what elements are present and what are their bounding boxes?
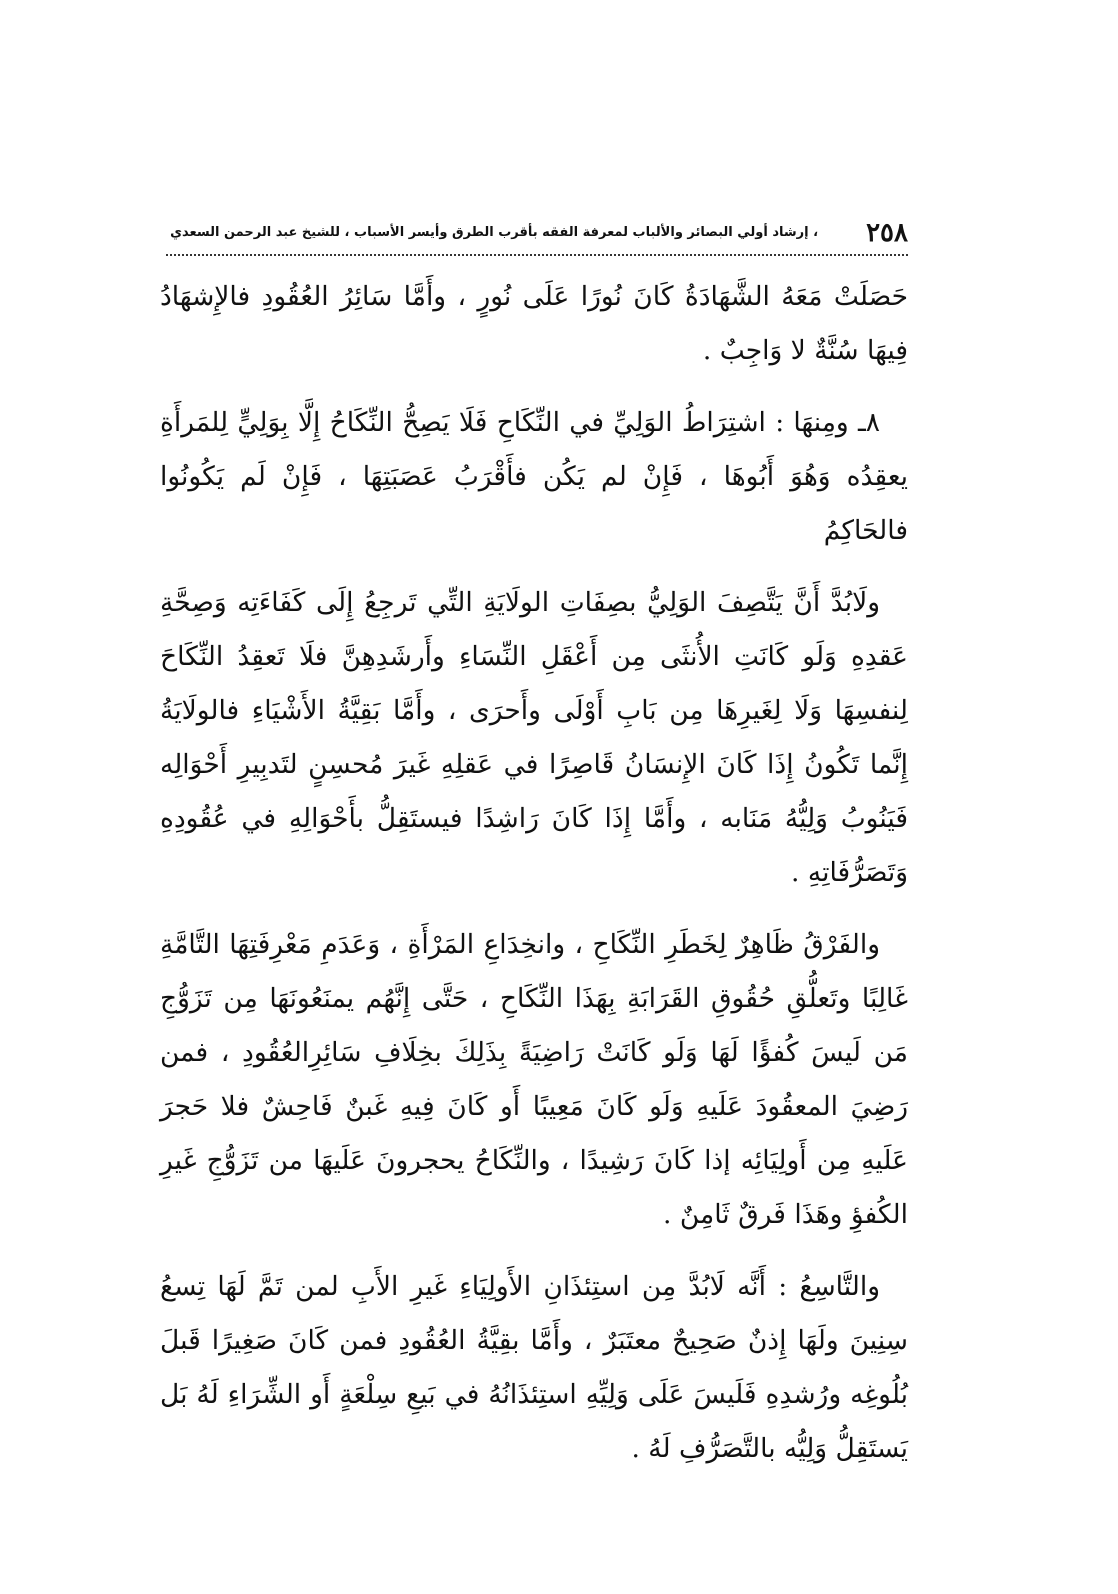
- page-header: [170, 218, 908, 248]
- body-text: [160, 270, 908, 1494]
- running-head: ، إرشاد أولي البصائر والألباب لمعرفة الفقه بأقرب الطرق وأيسر الأسباب ، للشيخ عبد الرحمن السعدي: [170, 225, 819, 240]
- page-number: ٢٥٨: [866, 218, 908, 248]
- paragraph-4: والفَرْقُ ظَاهِرٌ لِخَطَرِ النِّكَاحِ ، وانخِدَاعِ المَرْأَةِ ، وَعَدَمِ مَعْرِفَتِهَا التَّامَّةِ غَالِبًا وتَعلُّقِ حُقُوقِ القَرَابَةِ بِهَذَا النِّكَاحِ ، حَتَّى إِنَّهُم يمنَعُونَهَا مِن تَزَوُّجِ مَن لَيسَ كُفؤًا لَهَا وَلَو كَانَتْ رَاضِيَةً بِذَلِكَ بخِلَافِ سَائِرِالعُقُودِ ، فمن رَضِيَ المعقُودَ عَلَيهِ وَلَو كَانَ مَعِيبًا أَو كَانَ فِيهِ غَبنٌ فَاحِشٌ فلا حَجرَ عَلَيهِ مِن أَولِيَائِه إذا كَانَ رَشِيدًا ، والنِّكَاحُ يحجرونَ عَلَيهَا من تَزَوُّجِ غَيرِ الكُفؤِ وهَذَا فَرقٌ ثَامِنٌ .: [160, 929, 908, 1230]
- paragraph-2: ٨ـ ومِنهَا : اشتِرَاطُ الوَلِيِّ في النِّكَاحِ فَلَا يَصِحُّ النِّكَاحُ إِلَّا بِوَلِيٍّ لِلمَرأَةِ يعقِدُه وَهُوَ أَبُوهَا ، فَإِنْ لم يَكُن فأَقْرَبُ عَصَبَتِهَا ، فَإِنْ لَم يَكُونُوا فالحَاكِمُ: [160, 407, 908, 546]
- paragraph-3: ولَابُدَّ أَنَّ يَتَّصِفَ الوَلِيُّ بصِفَاتِ الولَايَةِ التِّي تَرجِعُ إِلَى كَفَاءَتِه وَصِحَّةِ عَقدِهِ وَلَو كَانَتِ الأُنثَى مِن أَعْقَلِ النِّسَاءِ وأَرشَدِهِنَّ فلَا تَعقِدُ النِّكَاحَ لِنفسِهَا وَلَا لِغَيرِهَا مِن بَابِ أَوْلَى وأَحرَى ، وأَمَّا بَقِيَّةُ الأَشْيَاءِ فالولَايَةُ إِنَّما تَكُونُ إِذَا كَانَ الإِنسَانُ قَاصِرًا في عَقلِهِ غَيرَ مُحسِنٍ لتَدبِيرِ أَحْوَالِه فَيَنُوبُ وَلِيُّهُ مَنَابه ، وأَمَّا إِذَا كَانَ رَاشِدًا فيستَقِلُّ بأَحْوَالِهِ في عُقُودِهِ وَتَصَرُّفَاتِهِ .: [160, 587, 908, 888]
- paragraph-1: حَصَلَتْ مَعَهُ الشَّهَادَةُ كَانَ نُورًا عَلَى نُورٍ ، وأَمَّا سَائِرُ العُقُودِ فالإِشهَادُ فِيهَا سُنَّةٌ لا وَاجِبٌ .: [160, 281, 908, 366]
- paragraph-5: والتَّاسِعُ : أَنَّه لَابُدَّ مِن استِئذَانِ الأَولِيَاءِ غَيرِ الأَبِ لمن تَمَّ لَهَا تِسعُ سِنِينَ ولَهَا إِذنٌ صَحِيحٌ معتَبَرٌ ، وأَمَّا بقِيَّةُ العُقُودِ فمن كَانَ صَغِيرًا قَبلَ بُلُوغِه ورُشدِهِ فَلَيسَ عَلَى وَلِيِّهِ استِئذَانُهُ في بَيعِ سِلْعَةٍ أَو الشِّرَاءِ لَهُ بَل يَستَقِلُّ وَلِيُّه بالتَّصَرُّفِ لَهُ .: [160, 1271, 908, 1464]
- header-divider: [166, 254, 908, 256]
